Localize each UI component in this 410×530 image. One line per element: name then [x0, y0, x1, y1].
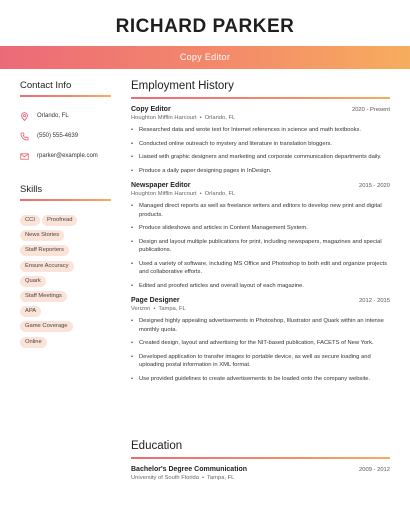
- skill-tag: APA: [20, 306, 41, 317]
- job-title: Copy Editor: [131, 106, 171, 113]
- email-text[interactable]: rparker@example.com: [37, 153, 98, 159]
- skill-tag: Staff Meetings: [20, 291, 67, 302]
- company-name: Houghton Mifflin Harcourt: [131, 191, 197, 197]
- skills-divider: [20, 199, 111, 201]
- company-name: Verizon: [131, 306, 151, 312]
- separator-dot: •: [153, 306, 156, 312]
- job-bullet: • Created design, layout and advertising for the NIT-based publication, FACETS of New York.: [131, 339, 390, 348]
- skill-tag: Ensure Accuracy: [20, 261, 74, 272]
- job-bullet: • Used a variety of software, including MS Office and Photoshop to both edit and organize projects and collaborative efforts.: [131, 260, 390, 277]
- skill-row: [20, 299, 111, 314]
- phone-icon: [20, 132, 29, 141]
- job-dates: 2012 - 2015: [359, 298, 390, 304]
- separator-dot: •: [199, 115, 202, 121]
- skill-row: [20, 223, 111, 238]
- job-location: Orlando, FL: [204, 115, 236, 121]
- job-title: Newspaper Editor: [131, 182, 191, 189]
- contact-divider: [20, 95, 111, 97]
- skill-tag: News Stories: [20, 230, 64, 241]
- skill-tag: Staff Reporters: [20, 245, 69, 256]
- location-text: Orlando, FL: [37, 113, 69, 119]
- education-entry: [131, 466, 390, 481]
- degree-title: Bachelor's Degree Communication: [131, 466, 248, 473]
- contact-heading: Contact Info: [20, 80, 72, 91]
- skill-tag: Proofread: [42, 215, 77, 226]
- right-column: [131, 80, 390, 388]
- job-bullet: • Use provided guidelines to create advertisements to be loaded onto the company website.: [131, 375, 390, 384]
- education-dates: 2009 - 2012: [359, 467, 390, 473]
- job-title-banner: Copy Editor: [0, 46, 410, 69]
- contact-list: [20, 106, 111, 166]
- employment-divider: [131, 97, 390, 99]
- contact-email: [20, 146, 111, 166]
- job-bullet: • Developed application to transfer images to portable device, as well as secure loading and uploading postal information in XML format.: [131, 353, 390, 370]
- skills-heading: Skills: [20, 184, 43, 195]
- location-pin-icon: [20, 112, 29, 121]
- job-dates: 2015 - 2020: [359, 183, 390, 189]
- education-heading: Education: [131, 440, 183, 452]
- job-location: Tampa, FL: [158, 306, 186, 312]
- skill-tag: Online: [20, 337, 47, 348]
- skill-row: [20, 284, 111, 299]
- job-bullet: • Conducted online outreach to mystery and literature in translation bloggers.: [131, 140, 390, 149]
- job-list: [131, 106, 390, 383]
- candidate-name: RICHARD PARKER: [115, 16, 295, 37]
- job-entry: [131, 297, 390, 383]
- phone-text[interactable]: (550) 555-4639: [37, 133, 79, 139]
- education-section: [131, 440, 390, 481]
- school-name: University of South Florida: [131, 475, 199, 481]
- skill-row: [20, 238, 111, 253]
- job-bullet: • Design and layout multiple publications for print, including newspapers, magazines and special publications.: [131, 238, 390, 255]
- job-bullets: [131, 126, 390, 175]
- job-title: Page Designer: [131, 297, 180, 304]
- contact-phone: [20, 126, 111, 146]
- job-dates: 2020 - Present: [351, 107, 390, 113]
- education-divider: [131, 457, 390, 459]
- school-location: Tampa, FL: [207, 475, 235, 481]
- job-bullets: [131, 317, 390, 383]
- envelope-icon: [20, 152, 29, 161]
- left-column: [20, 80, 111, 345]
- employment-heading: Employment History: [131, 80, 234, 92]
- skill-row: [20, 314, 111, 329]
- job-location: Orlando, FL: [204, 191, 236, 197]
- skill-tag: Quark: [20, 276, 46, 287]
- job-bullets: [131, 202, 390, 290]
- job-bullet: • Liaised with graphic designers and marketing and corporate communication departments daily.: [131, 153, 390, 162]
- job-bullet: • Researched data and wrote text for Internet references in science and math textbooks.: [131, 126, 390, 135]
- job-bullet: • Designed highly appealing advertisements in Photoshop, Illustrator and Quark within an intense monthly quota.: [131, 317, 390, 334]
- skills-list: [20, 208, 111, 345]
- job-entry: [131, 182, 390, 290]
- job-bullet: • Managed direct reports as well as freelance writers and editors to develop new print and digital products.: [131, 202, 390, 219]
- skill-tag: CCI: [20, 215, 40, 226]
- job-bullet: • Produce slideshows and articles in Content Management System.: [131, 224, 390, 233]
- contact-location: [20, 106, 111, 126]
- job-entry: [131, 106, 390, 175]
- separator-dot: •: [199, 191, 202, 197]
- skill-row: [20, 208, 111, 223]
- skill-row: [20, 254, 111, 269]
- job-bullet: • Produce a daily paper designing pages in InDesign.: [131, 167, 390, 176]
- job-bullet: • Edited and proofed articles and overall layout of each magazine.: [131, 282, 390, 291]
- skill-tag: Game Coverage: [20, 321, 73, 332]
- separator-dot: •: [201, 475, 205, 481]
- company-name: Houghton Mifflin Harcourt: [131, 115, 197, 121]
